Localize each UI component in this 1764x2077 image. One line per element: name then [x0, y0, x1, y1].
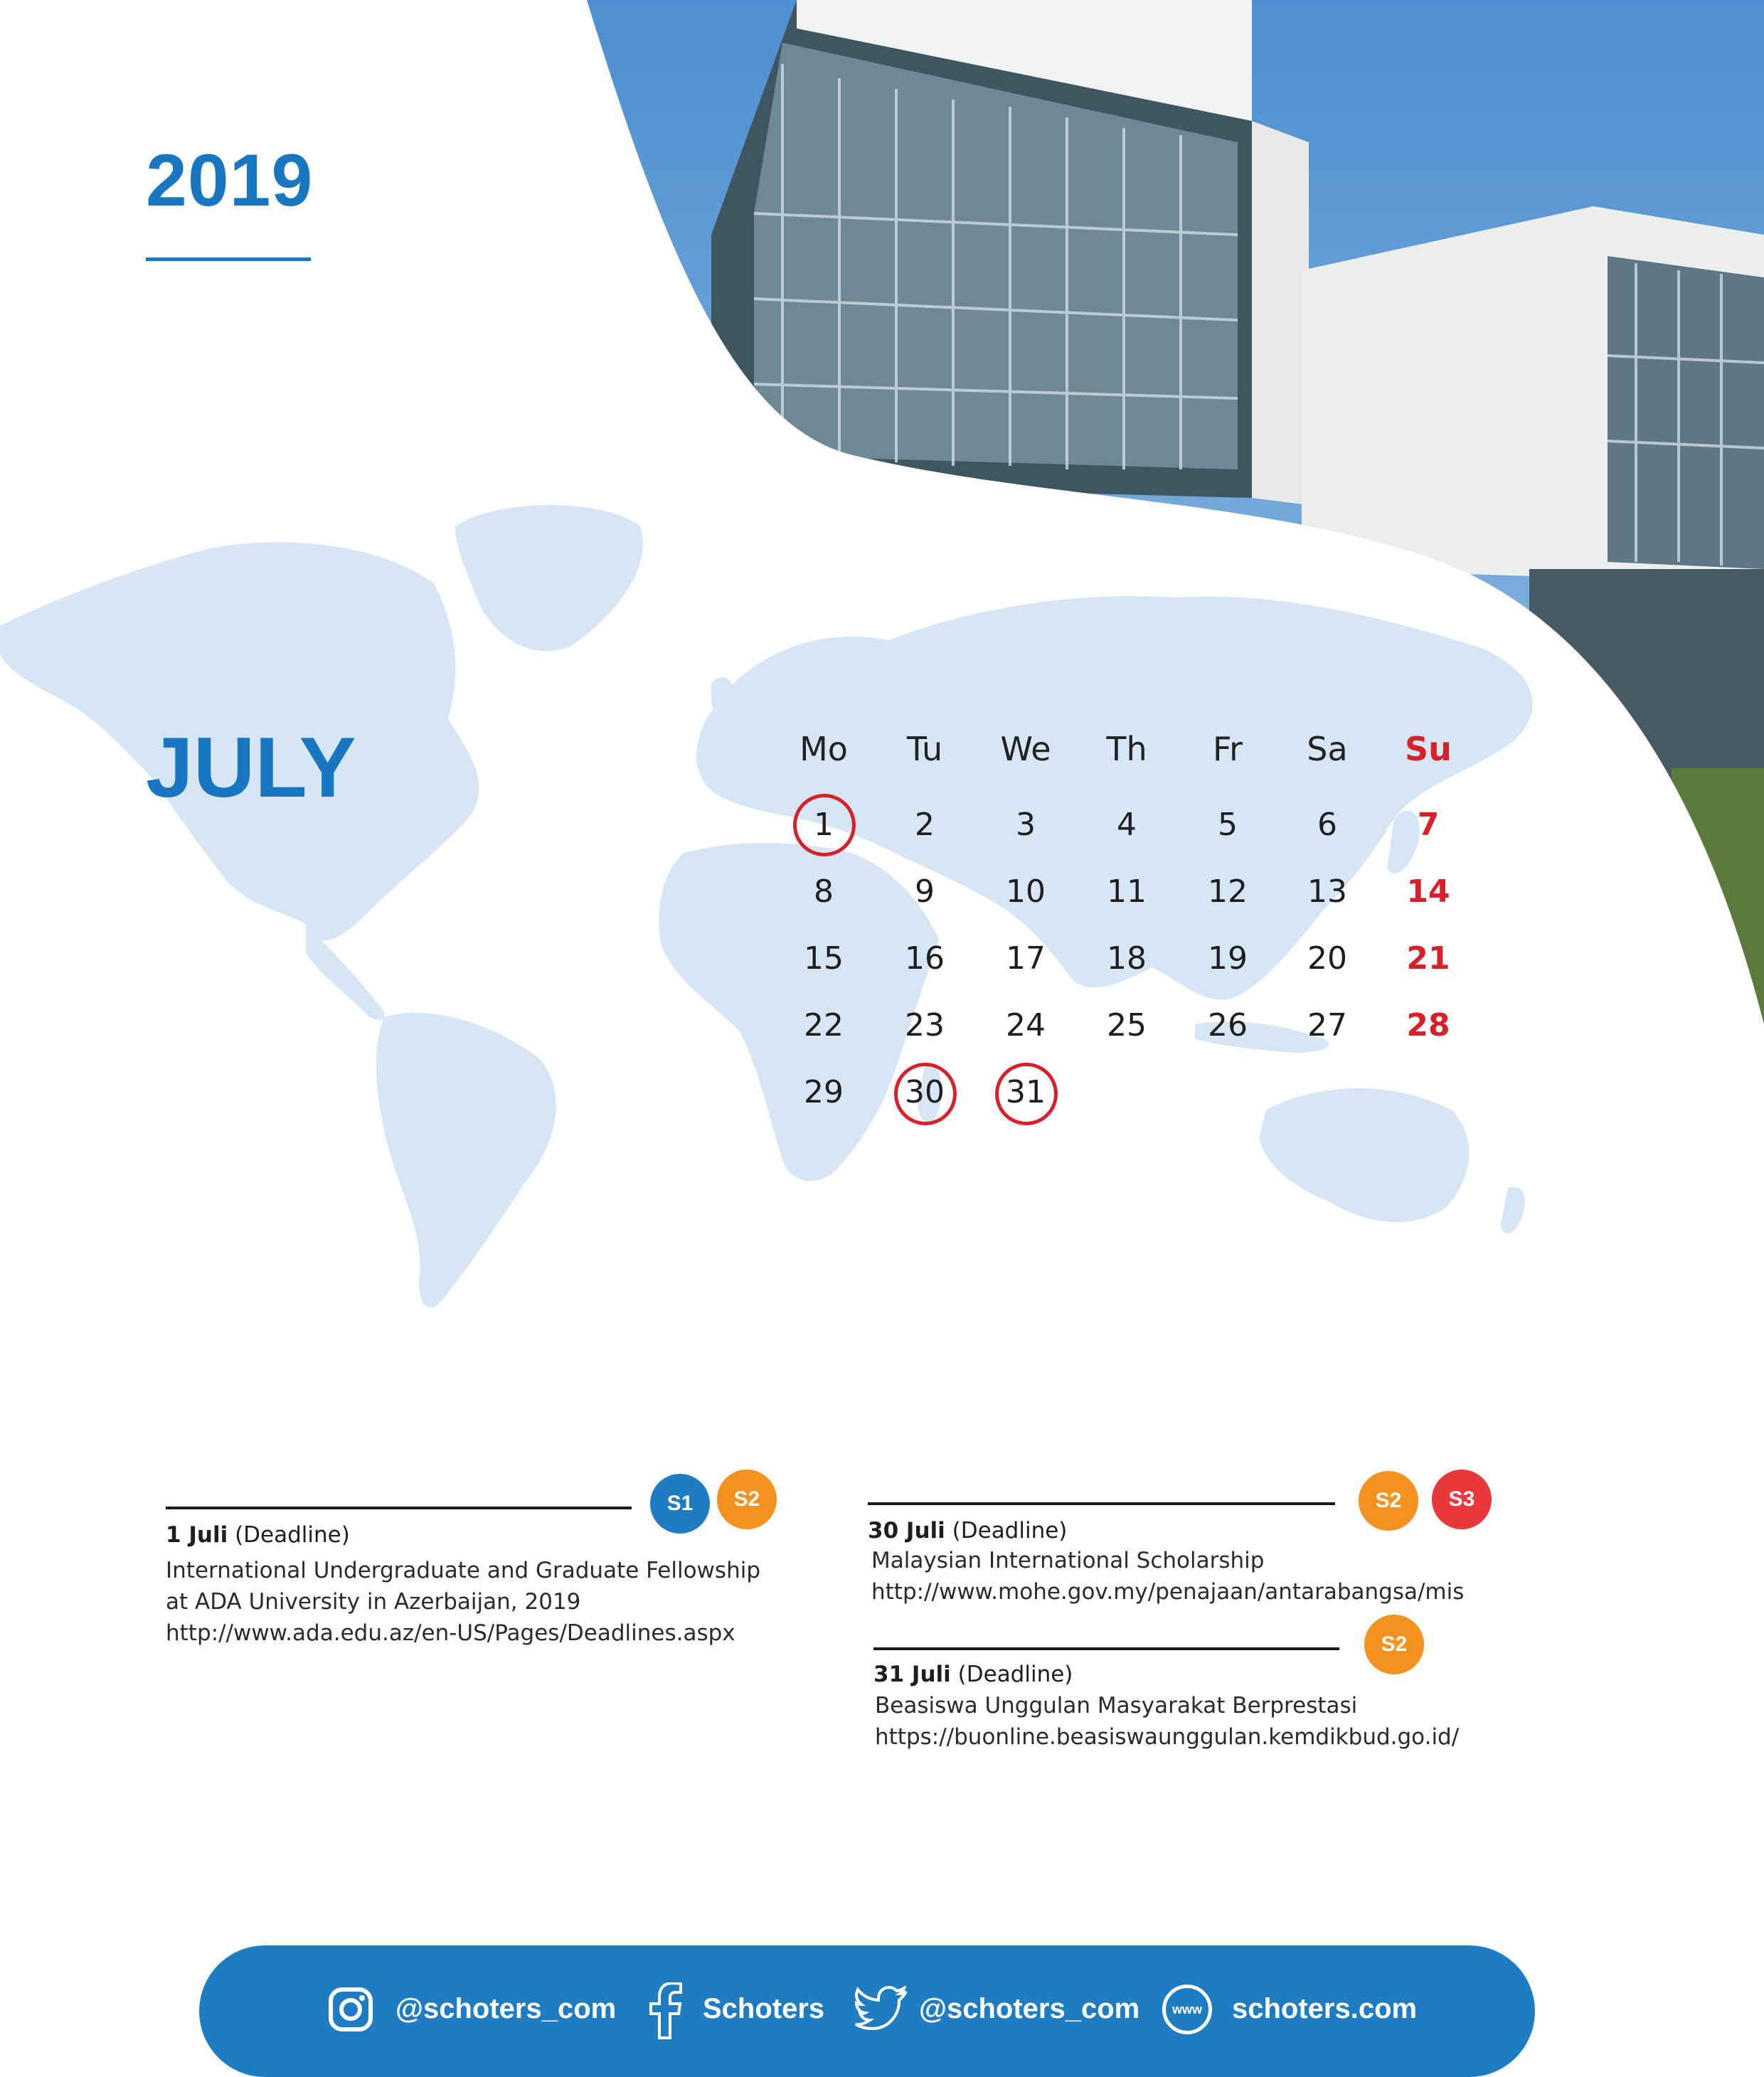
day-cell-sunday: 7	[1417, 807, 1440, 843]
facebook-icon[interactable]	[647, 1982, 683, 2039]
day-cell: 3	[1016, 807, 1036, 843]
day-cell: 22	[804, 1007, 844, 1043]
event-2-date	[868, 1518, 1067, 1544]
event-3-date-bold: 31 Juli	[873, 1662, 951, 1687]
event-1-date	[166, 1522, 350, 1548]
day-cell: 29	[804, 1074, 844, 1110]
twitter-handle[interactable]: @schoters_com	[919, 1993, 1140, 2024]
day-cell: 20	[1307, 940, 1347, 977]
event-2-date-bold: 30 Juli	[868, 1518, 945, 1544]
event-3-url[interactable]: https://buonline.beasiswaunggulan.kemdikbud.go.id/	[875, 1724, 1460, 1750]
weekday-we: We	[1000, 730, 1051, 768]
social-footer-bar	[199, 1945, 1535, 2077]
day-cell: 12	[1208, 873, 1248, 910]
day-cell: 5	[1218, 807, 1238, 843]
south-america-shape	[376, 1013, 556, 1307]
day-cell-sunday: 21	[1406, 940, 1450, 977]
event-2-rule	[868, 1502, 1335, 1505]
day-cell: 8	[814, 873, 834, 910]
event-3-body	[875, 1690, 1459, 1753]
day-cell: 9	[915, 873, 935, 910]
event-1-title-line1: International Undergraduate and Graduate Fellowship	[166, 1558, 761, 1583]
twitter-icon[interactable]	[855, 1986, 908, 2030]
website-link[interactable]: schoters.com	[1232, 1993, 1418, 2024]
facebook-handle[interactable]: Schoters	[703, 1993, 825, 2024]
badge-s2: S2	[1359, 1471, 1418, 1531]
day-cell: 2	[915, 807, 935, 843]
day-cell: 19	[1208, 940, 1248, 977]
event-2-title: Malaysian International Scholarship	[871, 1548, 1265, 1573]
day-cell: 4	[1117, 807, 1137, 843]
day-cell: 16	[905, 940, 945, 977]
instagram-icon[interactable]	[326, 1985, 376, 2034]
badge-s3: S3	[1432, 1470, 1492, 1529]
day-cell: 27	[1307, 1007, 1347, 1043]
event-3-deadline: (Deadline)	[950, 1662, 1073, 1687]
day-cell: 18	[1107, 940, 1147, 977]
day-cell-sunday: 28	[1406, 1007, 1450, 1043]
day-cell: 15	[804, 940, 844, 977]
badge-s2: S2	[1364, 1615, 1424, 1674]
weekday-fr: Fr	[1212, 730, 1243, 768]
month-title: JULY	[146, 720, 356, 815]
event-3-rule	[873, 1647, 1339, 1650]
website-icon[interactable]: www	[1162, 1985, 1212, 2034]
badge-s1: S1	[650, 1474, 710, 1534]
weekday-su: Su	[1405, 730, 1452, 768]
day-cell: 6	[1317, 807, 1337, 843]
day-cell: 30	[905, 1074, 945, 1110]
badge-s2: S2	[717, 1470, 777, 1529]
day-cell: 25	[1107, 1007, 1147, 1043]
weekday-sa: Sa	[1307, 730, 1348, 768]
event-2-body	[871, 1545, 1464, 1608]
event-1-url[interactable]: http://www.ada.edu.az/en-US/Pages/Deadlines.aspx	[166, 1620, 735, 1646]
day-cell: 10	[1006, 873, 1046, 910]
day-cell: 26	[1208, 1007, 1248, 1043]
event-3-date	[873, 1662, 1073, 1687]
uk-shape	[711, 677, 735, 718]
year-title: 2019	[146, 139, 314, 222]
greenland-shape	[455, 505, 643, 651]
year-underline	[146, 257, 311, 261]
day-cell: 23	[905, 1007, 945, 1043]
central-america-shape	[306, 925, 385, 1020]
event-3-title: Beasiswa Unggulan Masyarakat Berprestasi	[875, 1693, 1358, 1719]
day-cell: 11	[1107, 873, 1147, 910]
day-cell: 13	[1307, 873, 1347, 910]
day-cell: 17	[1006, 940, 1046, 977]
day-cell: 24	[1006, 1007, 1046, 1043]
event-2-deadline: (Deadline)	[945, 1518, 1068, 1544]
day-cell: 31	[1006, 1074, 1046, 1110]
event-1-rule	[166, 1507, 632, 1509]
event-1-body	[166, 1555, 760, 1649]
australia-shape	[1259, 1088, 1469, 1222]
event-1-deadline: (Deadline)	[228, 1522, 350, 1548]
weekday-mo: Mo	[799, 730, 848, 768]
instagram-handle[interactable]: @schoters_com	[395, 1993, 617, 2024]
new-zealand-shape	[1501, 1187, 1525, 1233]
day-cell-sunday: 14	[1406, 873, 1450, 910]
weekday-tu: Tu	[906, 730, 943, 768]
event-1-title-line2: at ADA University in Azerbaijan, 2019	[166, 1589, 581, 1615]
weekday-th: Th	[1106, 730, 1147, 768]
event-2-url[interactable]: http://www.mohe.gov.my/penajaan/antarabangsa/mis	[871, 1579, 1465, 1605]
day-cell: 1	[814, 807, 834, 843]
event-1-date-bold: 1 Juli	[166, 1522, 228, 1548]
